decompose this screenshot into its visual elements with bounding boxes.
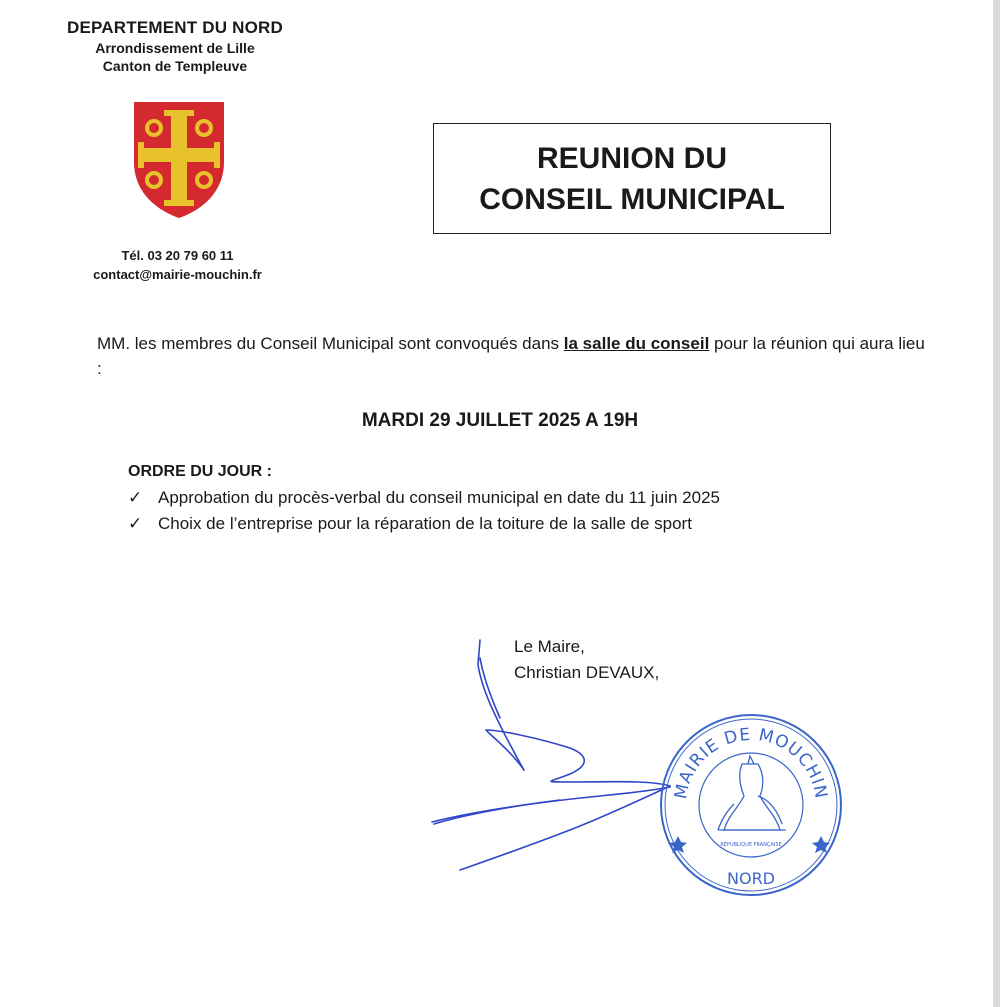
checkmark-icon: ✓ <box>128 514 143 533</box>
page-edge <box>993 0 1000 1007</box>
intro-text: MM. les membres du Conseil Municipal sont convoqués dans <box>97 334 560 353</box>
letterhead <box>40 18 310 74</box>
agenda-heading: ORDRE DU JOUR : <box>128 463 273 480</box>
stamp-top-text: MAIRIE DE MOUCHIN <box>671 724 831 801</box>
title-line-1: REUNION DU <box>536 141 727 175</box>
agenda-item <box>128 511 720 537</box>
coat-of-arms-icon <box>132 100 226 220</box>
title-line-2: CONSEIL MUNICIPAL <box>479 182 785 216</box>
arrondissement: Arrondissement de Lille <box>95 40 255 56</box>
intro-text-end: pour la réunion qui aura lieu : <box>97 334 925 378</box>
department-name: DEPARTEMENT DU NORD <box>67 18 283 37</box>
contact-block <box>40 246 315 284</box>
stamp-small-text: RÉPUBLIQUE FRANÇAISE <box>720 842 782 848</box>
agenda-item-text: Choix de l’entreprise pour la réparation de la toiture de la salle de sport <box>158 514 692 533</box>
phone-number: Tél. 03 20 79 60 11 <box>121 248 234 263</box>
checkmark-icon: ✓ <box>128 488 143 507</box>
stamp-bottom-text: NORD <box>727 869 775 888</box>
title-box <box>433 123 831 234</box>
agenda-item-text: Approbation du procès-verbal du conseil municipal en date du 11 juin 2025 <box>158 488 721 507</box>
signatory-name: Christian DEVAUX, <box>514 663 660 682</box>
canton: Canton de Templeuve <box>102 58 248 74</box>
convocation-paragraph <box>97 331 927 381</box>
document-title <box>479 138 785 220</box>
meeting-location: la salle du conseil <box>563 334 710 353</box>
svg-text:MAIRIE DE MOUCHIN <box>671 725 831 801</box>
signatory-role: Le Maire, <box>514 637 585 656</box>
agenda-list <box>128 485 720 537</box>
official-stamp <box>658 712 844 898</box>
agenda-item <box>128 485 720 511</box>
email-address: contact@mairie-mouchin.fr <box>93 267 262 282</box>
meeting-date: MARDI 29 JUILLET 2025 A 19H <box>361 410 639 431</box>
marianne-icon <box>718 756 786 830</box>
